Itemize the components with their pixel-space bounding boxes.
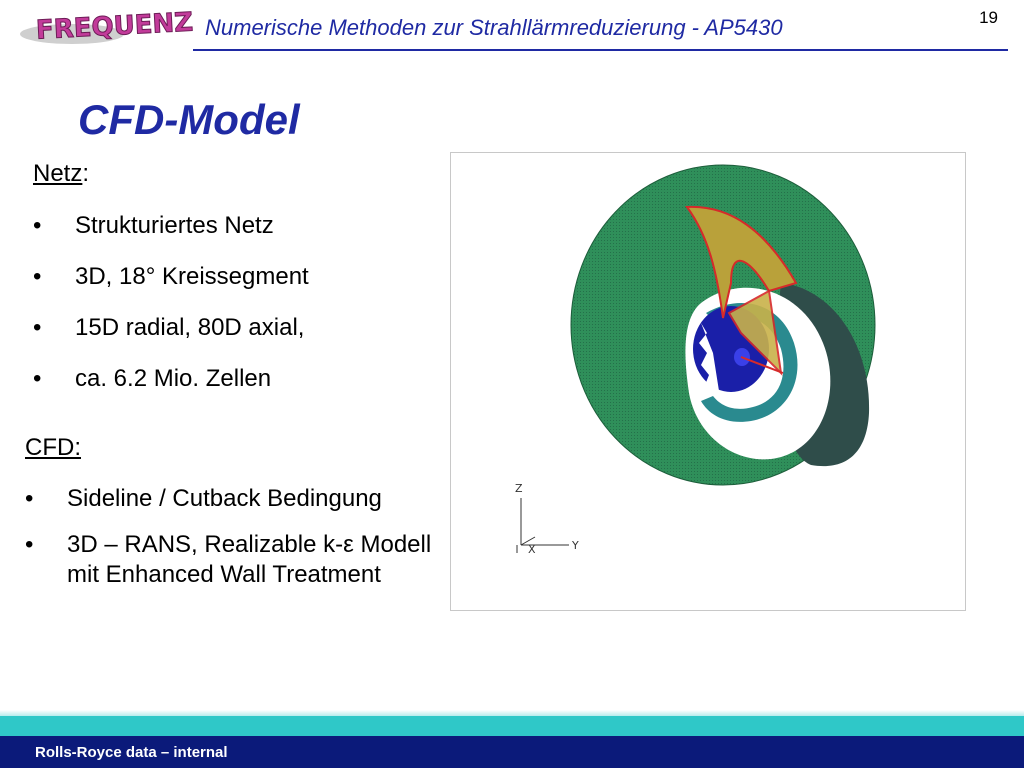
netz-item-text: 15D radial, 80D axial, — [75, 314, 305, 341]
netz-heading-label: Netz — [33, 160, 83, 187]
netz-heading-colon: : — [82, 160, 90, 187]
netz-item-text: Strukturiertes Netz — [75, 212, 274, 239]
cfd-bullet-list — [25, 484, 445, 606]
header-divider — [193, 49, 1008, 51]
frequenz-logo — [14, 4, 194, 50]
netz-bullet-list — [33, 212, 309, 416]
bullet-icon: • — [33, 212, 42, 239]
header-title: Numerische Methoden zur Strahllärmreduzierung - AP5430 — [205, 15, 783, 40]
logo-text: FREQUENZ — [35, 7, 194, 46]
mesh-render — [451, 153, 965, 610]
footer-classification: Rolls-Royce data – internal — [35, 744, 228, 761]
bullet-icon: • — [33, 314, 42, 341]
netz-item-text: ca. 6.2 Mio. Zellen — [75, 365, 272, 392]
list-item — [33, 314, 309, 365]
axis-label-x: X — [528, 543, 536, 556]
cfd-item-text: Sideline / Cutback Bedingung — [67, 485, 382, 512]
netz-item-text: 3D, 18° Kreissegment — [75, 263, 309, 290]
list-item — [25, 484, 445, 514]
bullet-icon: • — [25, 531, 34, 558]
cfd-item-text: 3D – RANS, Realizable k-ε Modell mit Enhanced Wall Treatment — [67, 531, 432, 588]
bullet-icon: • — [33, 365, 42, 392]
cfd-heading — [25, 434, 81, 462]
list-item — [33, 212, 309, 263]
axis-label-y: Y — [572, 539, 579, 552]
list-item — [33, 365, 309, 416]
axis-label-z: Z — [515, 482, 523, 495]
cfd-heading-label: CFD: — [25, 434, 81, 461]
slide-title: CFD-Model — [78, 96, 300, 143]
cfd-mesh-figure — [450, 152, 966, 611]
list-item — [33, 263, 309, 314]
page-number: 19 — [979, 8, 998, 27]
list-item — [25, 530, 445, 590]
bullet-icon: • — [33, 263, 42, 290]
bullet-icon: • — [25, 485, 34, 512]
axis-triad — [517, 498, 569, 553]
footer-accent-bar — [0, 716, 1024, 736]
netz-heading — [33, 160, 89, 188]
